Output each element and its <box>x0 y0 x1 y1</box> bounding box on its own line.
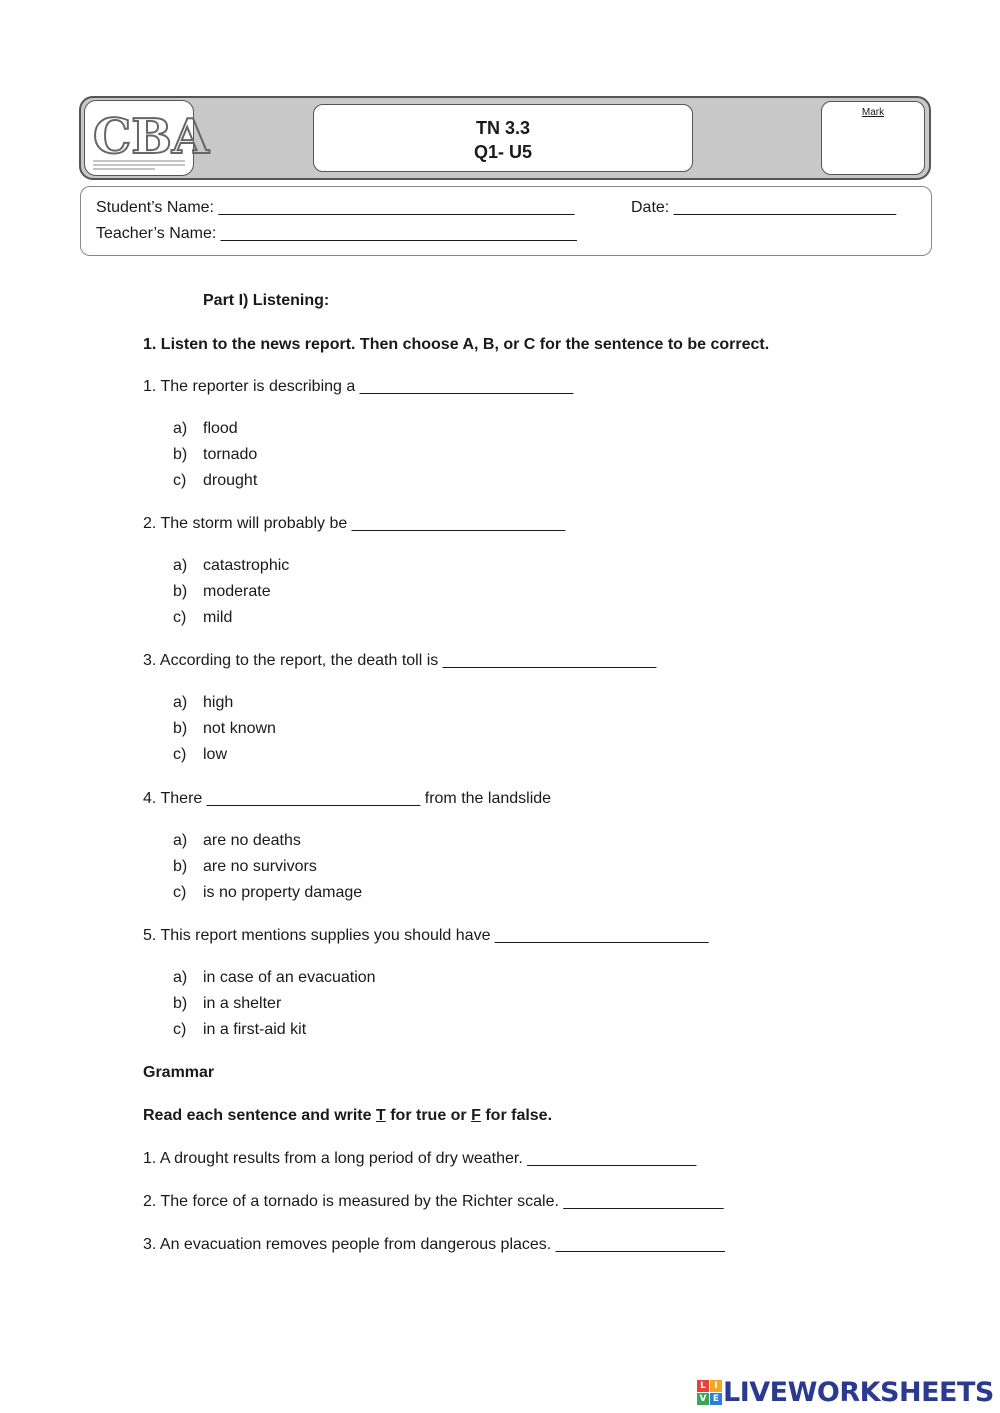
question-5-option-1[interactable]: in case of an evacuation <box>203 969 376 986</box>
instruction-post: for false. <box>480 1107 553 1124</box>
student-info-box <box>80 186 932 256</box>
instruction-f: F <box>471 1107 481 1124</box>
grammar-item-1[interactable]: 1. A drought results from a long period of dry weather. ___________________ <box>143 1150 697 1167</box>
brand-icon-v: V <box>697 1393 709 1405</box>
question-2-option-2[interactable]: moderate <box>203 583 271 600</box>
question-3-option-2[interactable]: not known <box>203 720 276 737</box>
brand-icon-e: E <box>710 1393 722 1405</box>
mark-label: Mark <box>861 107 885 118</box>
question-1[interactable]: 1. The reporter is describing a ________________________ <box>143 378 574 395</box>
option-letter: c) <box>173 609 187 626</box>
question-2-option-3[interactable]: mild <box>203 609 233 626</box>
logo-text: CBA <box>93 109 210 165</box>
school-logo <box>84 100 210 176</box>
option-letter: c) <box>173 1021 187 1038</box>
question-3-option-3[interactable]: low <box>203 746 228 763</box>
brand-logo-icon <box>697 1380 721 1404</box>
grammar-item-3[interactable]: 3. An evacuation removes people from dangerous places. ___________________ <box>143 1236 725 1253</box>
question-5-option-2[interactable]: in a shelter <box>203 995 282 1012</box>
question-1-option-3[interactable]: drought <box>203 472 258 489</box>
option-letter: a) <box>173 557 188 574</box>
brand-name: LIVEWORKSHEETS <box>723 1376 994 1408</box>
title-line-2: Q1- U5 <box>473 142 533 162</box>
question-2[interactable]: 2. The storm will probably be ________________________ <box>143 515 566 532</box>
brand-icon-l: L <box>697 1380 709 1392</box>
question-3[interactable]: 3. According to the report, the death toll is ________________________ <box>143 652 657 669</box>
option-letter: c) <box>173 472 187 489</box>
option-letter: a) <box>173 832 188 849</box>
liveworksheets-brand[interactable] <box>697 1374 994 1410</box>
teacher-name-field[interactable]: Teacher’s Name: ________________________________________ <box>96 225 577 242</box>
option-letter: c) <box>173 884 187 901</box>
grammar-item-2[interactable]: 2. The force of a tornado is measured by the Richter scale. __________________ <box>143 1193 724 1210</box>
question-4-option-2[interactable]: are no survivors <box>203 858 317 875</box>
option-letter: a) <box>173 420 188 437</box>
question-5-option-3[interactable]: in a first-aid kit <box>203 1021 307 1038</box>
student-name-field[interactable]: Student’s Name: ________________________________________ <box>96 199 575 216</box>
date-field[interactable]: Date: _________________________ <box>631 199 897 216</box>
question-2-option-1[interactable]: catastrophic <box>203 557 290 574</box>
mark-box[interactable] <box>821 101 925 175</box>
brand-icon-i: I <box>710 1380 722 1392</box>
option-letter: c) <box>173 746 187 763</box>
question-4-option-1[interactable]: are no deaths <box>203 832 301 849</box>
option-letter: b) <box>173 583 188 600</box>
question-3-option-1[interactable]: high <box>203 694 234 711</box>
option-letter: b) <box>173 995 188 1012</box>
grammar-heading: Grammar <box>143 1064 215 1081</box>
grammar-instruction <box>143 1107 552 1125</box>
question-5[interactable]: 5. This report mentions supplies you should have ________________________ <box>143 927 709 944</box>
option-letter: b) <box>173 446 188 463</box>
option-letter: b) <box>173 858 188 875</box>
question-4[interactable]: 4. There ________________________ from the landslide <box>143 790 552 807</box>
question-4-option-3[interactable]: is no property damage <box>203 884 363 901</box>
title-line-1: TN 3.3 <box>475 118 531 138</box>
instruction-pre: Read each sentence and write <box>143 1107 376 1124</box>
instruction-mid: for true or <box>385 1107 472 1124</box>
option-letter: a) <box>173 694 188 711</box>
part1-heading: Part I) Listening: <box>203 292 330 309</box>
question-1-option-1[interactable]: flood <box>203 420 238 437</box>
worksheet-title <box>313 104 693 172</box>
instruction-t: T <box>375 1107 386 1124</box>
logo-icon <box>85 101 210 174</box>
option-letter: b) <box>173 720 188 737</box>
question-1-option-2[interactable]: tornado <box>203 446 258 463</box>
option-letter: a) <box>173 969 188 986</box>
part1-instruction: 1. Listen to the news report. Then choose A, B, or C for the sentence to be correct. <box>143 336 770 353</box>
